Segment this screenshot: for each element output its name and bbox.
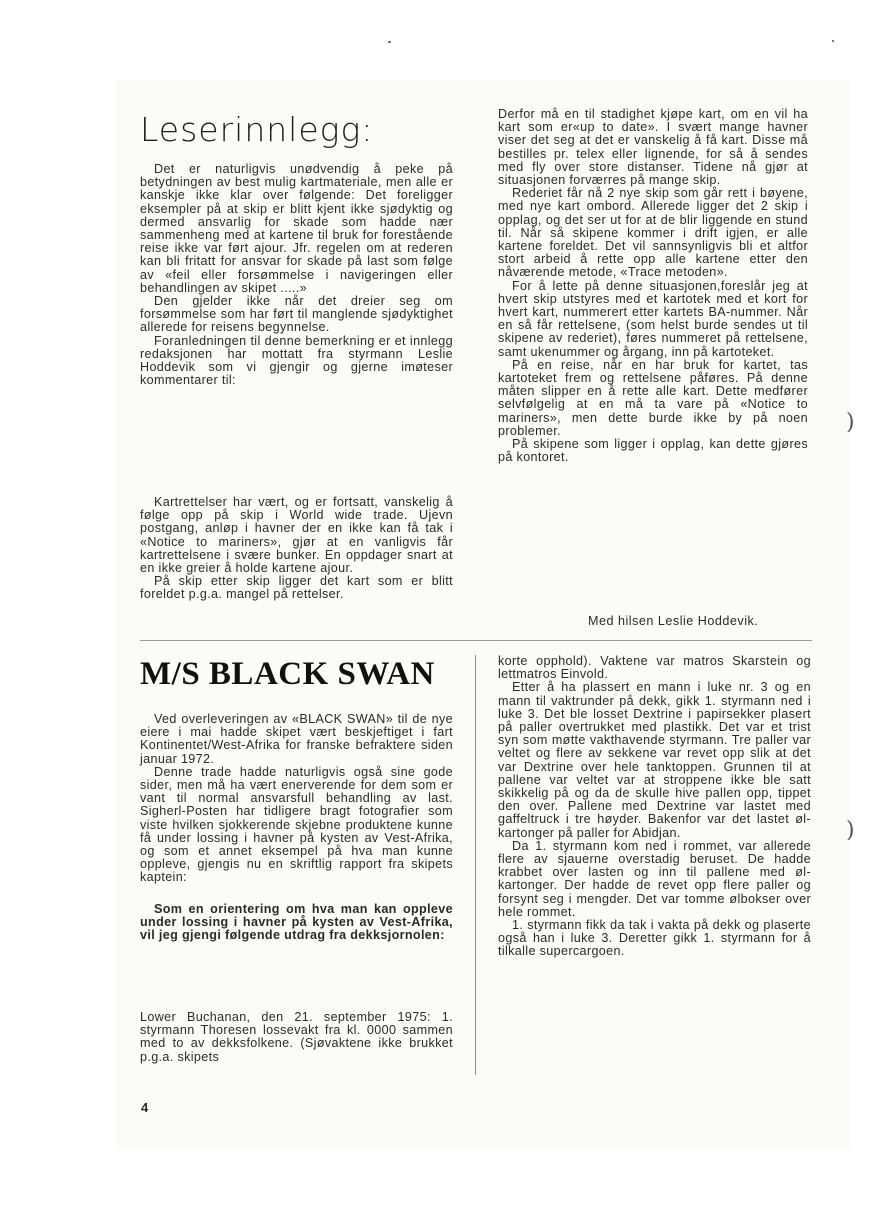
horizontal-divider — [140, 640, 812, 641]
paragraph: Denne trade hadde naturligvis også sine gode sider, men må ha vært enerverende for dem som er vant til normal ansvarsfull behandling av last. Sigherl-Posten har tidligere bragt fotografier som viste hvilken sjokkerende skjebne produktene kunne få under lossing i havner på kysten av Vest-Afrika, og som et annet eksempel på hva man kunne oppleve, gjengis nu en skriftlig rapport fra skipets kaptein: — [140, 764, 453, 885]
column-divider — [475, 655, 476, 1075]
paragraph: Det er naturligvis unødvendig å peke på betydningen av best mulig kartmateriale, men alle er kanskje ikke klar over følgende: Det foreligger eksempler på at skip er blitt kjent ikke sjødyktig og dermed ansvarlig for skade som hadde nær sammenheng med at kartene til bruk for forestående reise ikke var ført ajour. Jfr. regelen om at rederen kan bli fritatt for ansvar for skade på last som følge av «feil eller forsømmelse i navigeringen eller behandlingen av skipet .....» — [140, 162, 453, 295]
paragraph: Etter å ha plassert en mann i luke nr. 3 og en mann til vaktrunder på dekk, gikk 1. styrmann ned i luke 3. Det ble losset Dextrine i papirsekker plasert på paller overtrukket med plastikk. Det var et trist syn som møtte vakthavende styrmann. Tre paller var veltet og flere av sekkene var revet opp slik at det var Dextrine over hele tanktoppen. Grunnen til at pallene var veltet var at stroppene ikke ble satt skikkelig på og da de skulle hive pallen opp, tippet den over. Pallene med Dextrine var lastet med gaffeltruck i tre høyder. Bakenfor var det lastet øl-kartonger på paller for Abidjan. — [498, 680, 811, 840]
leserinnlegg-intro-text — [140, 163, 453, 387]
paragraph: Lower Buchanan, den 21. september 1975: 1. styrmann Thoresen lossevakt fra kl. 0000 sammen med to av dekksfolkene. (Sjøvaktene ikke brukket p.g.a. skipets — [140, 1010, 453, 1064]
scan-speck — [388, 41, 391, 43]
paragraph: Kartrettelser har vært, og er fortsatt, vanskelig å følge opp på skip i World wide trade. Ujevn postgang, anløp i havner der en ikke kan få tak i «Notice to mariners», gjør at en vanligvis får kartrettelsene i svære bunker. En oppdager snart at en ikke greier å holde kartene ajour. — [140, 495, 453, 576]
paragraph: På skipene som ligger i opplag, kan dette gjøres på kontoret. — [498, 437, 808, 465]
paragraph: På skip etter skip ligger det kart som er blitt foreldet p.g.a. mangel på rettelser. — [140, 574, 453, 602]
paragraph: Da 1. styrmann kom ned i rommet, var allerede flere av sjauerne overstadig beruset. De hadde krabbet over lasten og inn til pallene med øl-kartonger. Der hadde de revet opp flere paller og forsynt seg i mengder. Det var tomme ølbokser over hele rommet. — [498, 838, 811, 919]
leserinnlegg-letter-continued — [498, 108, 808, 464]
black-swan-report-continued — [498, 655, 811, 959]
page-number: 4 — [141, 1100, 149, 1115]
bold-intro-paragraph: Som en orientering om hva man kan oppleve under lossing i havner på kysten av Vest-Afrika, vil jeg gjengi følgende utdrag fra dekksjornolen: — [140, 901, 453, 943]
leserinnlegg-letter-text — [140, 496, 453, 602]
letter-signature: Med hilsen Leslie Hoddevik. — [588, 614, 759, 628]
paragraph: For å lette på denne situasjonen,foreslår jeg at hvert skip utstyres med et kartotek med et kort for hvert kart, nummerert etter kartets BA-nummer. Når en så får rettelsene, (som helst burde sendes ut til skipene av rederiet), føres nummeret på rettelsene, samt ukenummer og årgang, inn på kartoteket. — [498, 278, 808, 359]
black-swan-intro-text — [140, 713, 453, 956]
scan-speck — [832, 40, 834, 42]
paragraph: Derfor må en til stadighet kjøpe kart, om en vil ha kart som er«up to date». I svært mange havner viser det seg at det er vanskelig å få kart. Disse må bestilles pr. telex eller lignende, for så å sendes med fly over store distanser. Tidene nå gjør at situasjonen forværres på mange skip. — [498, 107, 808, 188]
paragraph: korte opphold). Vaktene var matros Skarstein og lettmatros Einvold. — [498, 654, 811, 682]
paragraph: Den gjelder ikke når det dreier seg om forsømmelse som har ført til manglende sjødyktighet allerede for reisens begynnelse. — [140, 294, 453, 335]
binding-hole-mark: ) — [846, 410, 855, 435]
article-title-black-swan: M/S BLACK SWAN — [140, 656, 435, 692]
paragraph: På en reise, når en har bruk for kartet, tas kartoteket frem og rettelsene påføres. På denne måten slipper en å rette alle kart. Dette medfører selvfølgelig at en må ta vare på «Notice to mariners», men dette burde ikke by på noen problemer. — [498, 357, 808, 438]
black-swan-report-start — [140, 1011, 453, 1064]
paragraph: Rederiet får nå 2 nye skip som går rett i bøyene, med nye kart ombord. Allerede ligger det 2 skip i opplag, og det ser ut for at de blir liggende en stund til. Når så skipene kommer i drift igjen, er alle kartene foreldet. Det vil sannsynligvis bli et altfor stort arbeid å rette opp alle kartene etter den nåværende metode, «Trace metoden». — [498, 186, 808, 280]
paragraph: 1. styrmann fikk da tak i vakta på dekk og plaserte også han i luke 3. Deretter gikk 1. styrmann for å tilkalle supercargoen. — [498, 918, 811, 959]
binding-hole-mark: ) — [846, 818, 855, 843]
paragraph: Ved overleveringen av «BLACK SWAN» til de nye eiere i mai hadde skipet vært beskjeftiget i fart Kontinentet/West-Afrika for franske befraktere siden januar 1972. — [140, 712, 453, 766]
article-title-leserinnlegg: Leserinnlegg: — [140, 110, 374, 149]
paragraph: Foranledningen til denne bemerkning er et innlegg redaksjonen har mottatt fra styrmann Leslie Hoddevik som vi gjengir og gjerne imøteser kommentarer til: — [140, 333, 453, 388]
